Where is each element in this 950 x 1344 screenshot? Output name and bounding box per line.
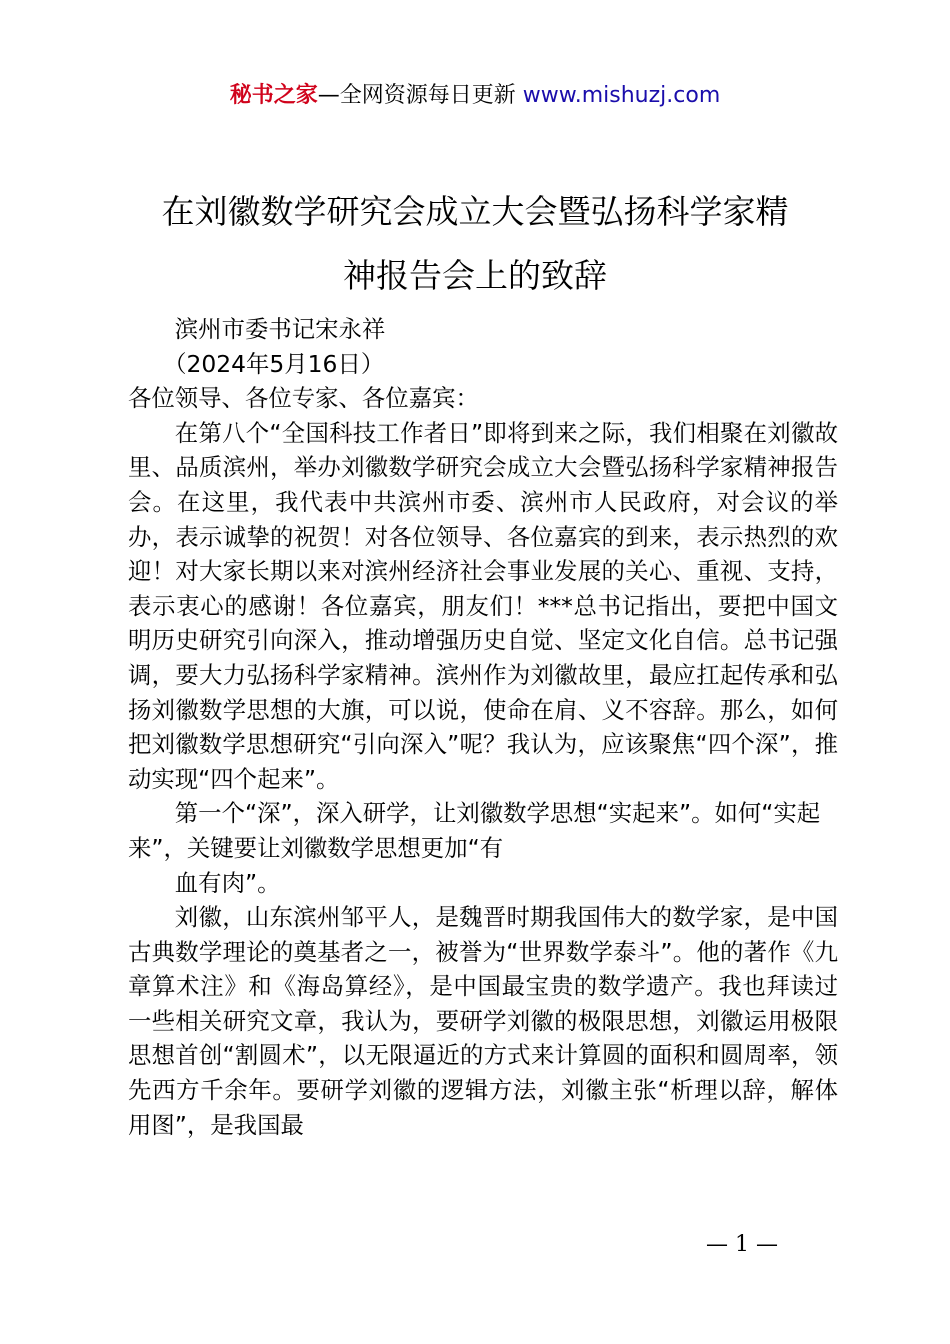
paragraph-1: 在第八个“全国科技工作者日”即将到来之际，我们相聚在刘徽故里、品质滨州，举办刘徽数学研究会成立大会暨弘扬科学家精神报告会。在这里，我代表中共滨州市委、滨州市人民政府，对会议的举办，表示诚挚的祝贺！对各位领导、各位嘉宾的到来，表示热烈的欢迎！对大家长期以来对滨州经济社会事业发展的关心、重视、支持，表示衷心的感谢！各位嘉宾，朋友们！***总书记指出，要把中国文明历史研究引向深入，推动增强历史自觉、坚定文化自信。总书记强调，要大力弘扬科学家精神。滨州作为刘徽故里，最应扛起传承和弘扬刘徽数学思想的大旗，可以说，使命在肩、义不容辞。那么，如何把刘徽数学思想研究“引向深入”呢？我认为，应该聚焦“四个深”，推动实现“四个起来”。: [128, 418, 838, 793]
brand-name: 秘书之家: [229, 83, 318, 108]
title-line-2: 神报告会上的致辞: [343, 256, 607, 295]
date-line: （2024年5月16日）: [163, 349, 385, 378]
salutation: 各位领导、各位专家、各位嘉宾：: [128, 384, 479, 413]
paragraph-2: 第一个“深”，深入研学，让刘徽数学思想“实起来”。如何“实起来”，关键要让刘徽数学思想更加“有: [128, 799, 821, 862]
document-title: [110, 180, 840, 308]
paragraph-3: 血有肉”。: [174, 868, 281, 897]
paragraph-4: 刘徽，山东滨州邹平人，是魏晋时期我国伟大的数学家，是中国古典数学理论的奠基者之一，被誉为“世界数学泰斗”。他的著作《九章算术注》和《海岛算经》，是中国最宝贵的数学遗产。我也拜读过一些相关研究文章，我认为，要研学刘徽的极限思想，刘徽运用极限思想首创“割圆术”，以无限逼近的方式来计算圆的面积和圆周率，领先西方千余年。要研学刘徽的逻辑方法，刘徽主张“析理以辞，解体用图”，是我国最: [128, 903, 838, 1139]
author-line: 滨州市委书记宋永祥: [174, 315, 386, 343]
page-number: — 1 —: [706, 1232, 778, 1257]
title-line-1: 在刘徽数学研究会成立大会暨弘扬科学家精: [161, 192, 789, 231]
header-tagline: —全网资源每日更新: [317, 83, 523, 108]
site-header: [0, 80, 950, 112]
document-body: [128, 312, 838, 1142]
site-url-link[interactable]: www.mishuzj.com: [522, 83, 721, 108]
